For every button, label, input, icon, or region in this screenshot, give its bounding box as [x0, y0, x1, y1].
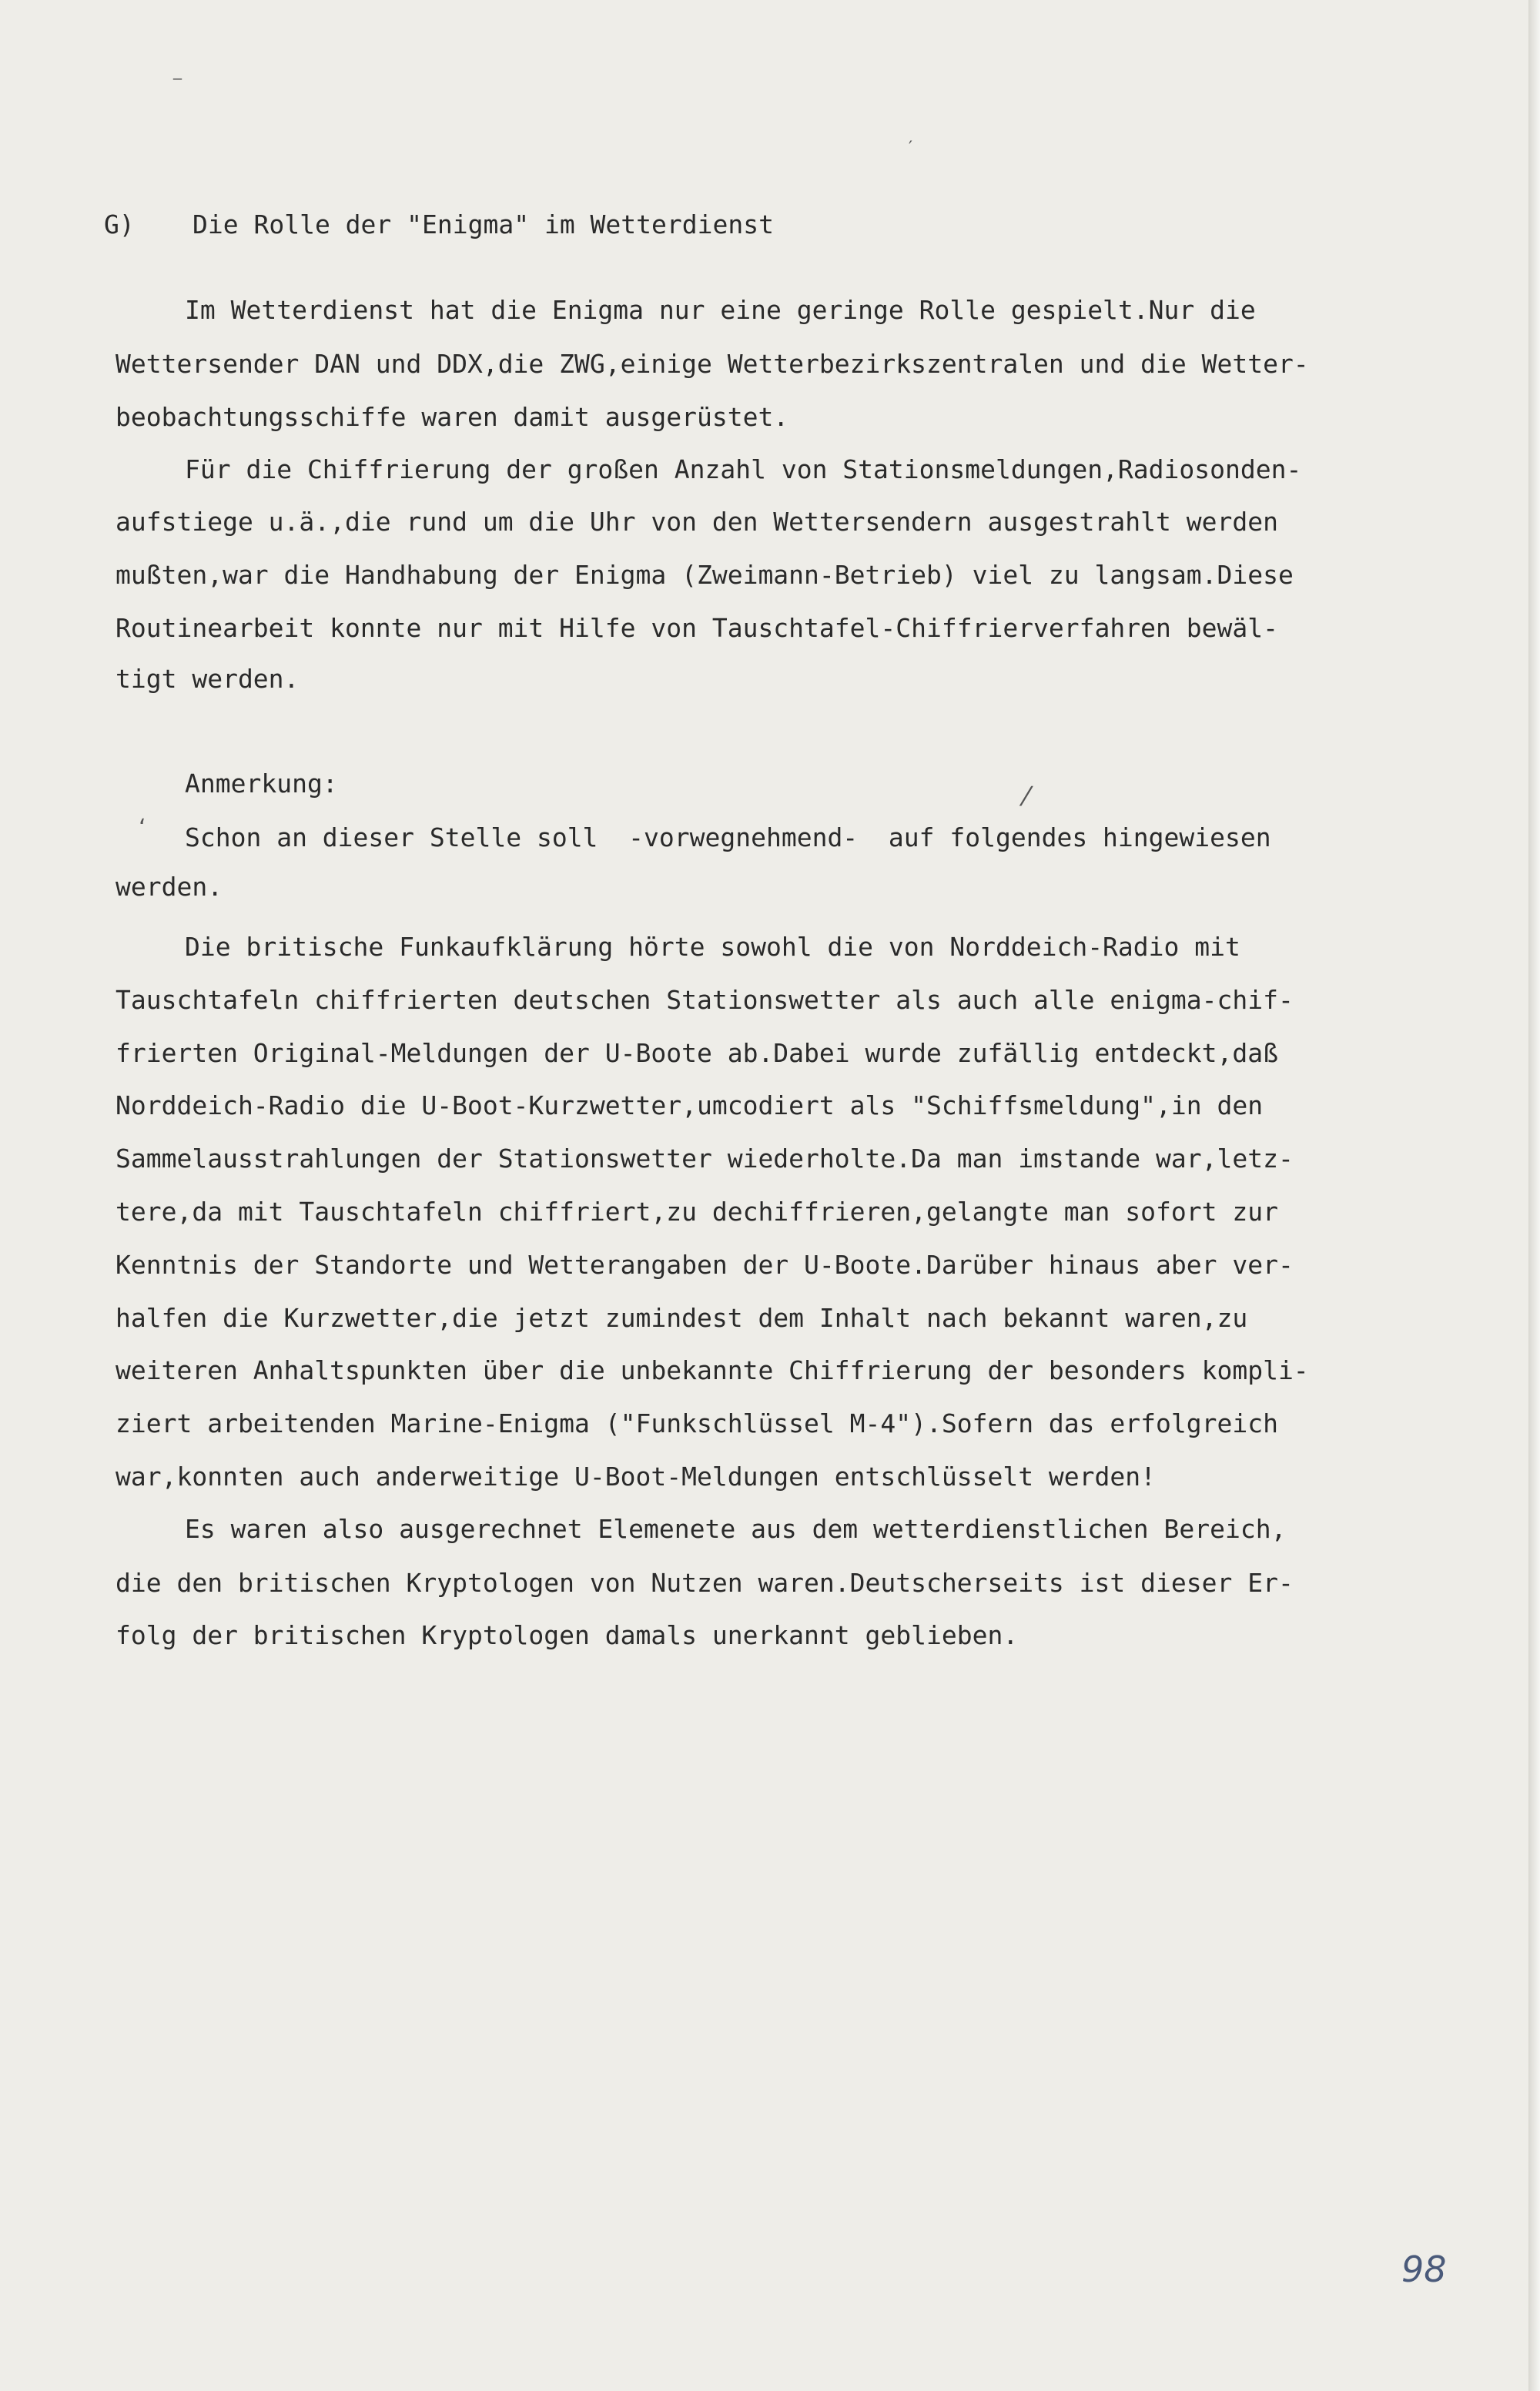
- section-label: G): [104, 209, 135, 239]
- section-heading: Die Rolle der "Enigma" im Wetterdienst: [192, 209, 774, 239]
- text-line: beobachtungsschiffe waren damit ausgerüstet.: [116, 402, 789, 432]
- text-line: frierten Original-Meldungen der U-Boote ab.Dabei wurde zufällig entdeckt,daß: [116, 1038, 1278, 1068]
- text-line: Im Wetterdienst hat die Enigma nur eine geringe Rolle gespielt.Nur die: [185, 295, 1256, 325]
- text-line: tere,da mit Tauschtafeln chiffriert,zu dechiffrieren,gelangte man sofort zur: [116, 1197, 1278, 1227]
- text-line: Für die Chiffrierung der großen Anzahl von Stationsmeldungen,Radiosonden-: [185, 454, 1302, 484]
- text-line: tigt werden.: [116, 664, 300, 694]
- text-line: Norddeich-Radio die U-Boot-Kurzwetter,umcodiert als "Schiffsmeldung",in den: [116, 1090, 1264, 1120]
- scan-mark: ⁄: [1024, 782, 1029, 812]
- text-line: ziert arbeitenden Marine-Enigma ("Funkschlüssel M-4").Sofern das erfolgreich: [116, 1408, 1278, 1438]
- text-line: Routinearbeit konnte nur mit Hilfe von Tauschtafel-Chiffrierverfahren bewäl-: [116, 613, 1278, 643]
- text-line: folg der britischen Kryptologen damals unerkannt geblieben.: [116, 1620, 1019, 1650]
- scan-mark: ‾: [173, 77, 182, 96]
- text-line: war,konnten auch anderweitige U-Boot-Meldungen entschlüsselt werden!: [116, 1462, 1157, 1492]
- text-line: Kenntnis der Standorte und Wetterangaben der U-Boote.Darüber hinaus aber ver-: [116, 1250, 1294, 1280]
- text-line: Schon an dieser Stelle soll -vorwegnehmend- auf folgendes hingewiesen: [185, 822, 1271, 852]
- text-line: werden.: [116, 872, 223, 902]
- scan-mark: ‘: [139, 815, 146, 842]
- text-line: Sammelausstrahlungen der Stationswetter wiederholte.Da man imstande war,letz-: [116, 1144, 1294, 1174]
- text-line: aufstiege u.ä.,die rund um die Uhr von den Wettersendern ausgestrahlt werden: [116, 507, 1278, 537]
- page-number: 98: [1401, 2249, 1447, 2290]
- text-line: Tauschtafeln chiffrierten deutschen Stationswetter als auch alle enigma-chif-: [116, 985, 1294, 1015]
- text-line: weiteren Anhaltspunkten über die unbekannte Chiffrierung der besonders kompli-: [116, 1355, 1309, 1385]
- text-line: Wettersender DAN und DDX,die ZWG,einige Wetterbezirkszentralen und die Wetter-: [116, 349, 1309, 379]
- text-line: Die britische Funkaufklärung hörte sowohl die von Norddeich-Radio mit: [185, 932, 1240, 962]
- text-line: die den britischen Kryptologen von Nutzen waren.Deutscherseits ist dieser Er-: [116, 1568, 1294, 1598]
- scan-mark: ′: [909, 139, 912, 158]
- text-line: Es waren also ausgerechnet Elemenete aus dem wetterdienstlichen Bereich,: [185, 1514, 1287, 1544]
- note-label: Anmerkung:: [185, 769, 338, 799]
- page-edge: [1528, 0, 1540, 2391]
- text-line: halfen die Kurzwetter,die jetzt zumindest dem Inhalt nach bekannt waren,zu: [116, 1303, 1248, 1333]
- text-line: mußten,war die Handhabung der Enigma (Zweimann-Betrieb) viel zu langsam.Diese: [116, 560, 1294, 590]
